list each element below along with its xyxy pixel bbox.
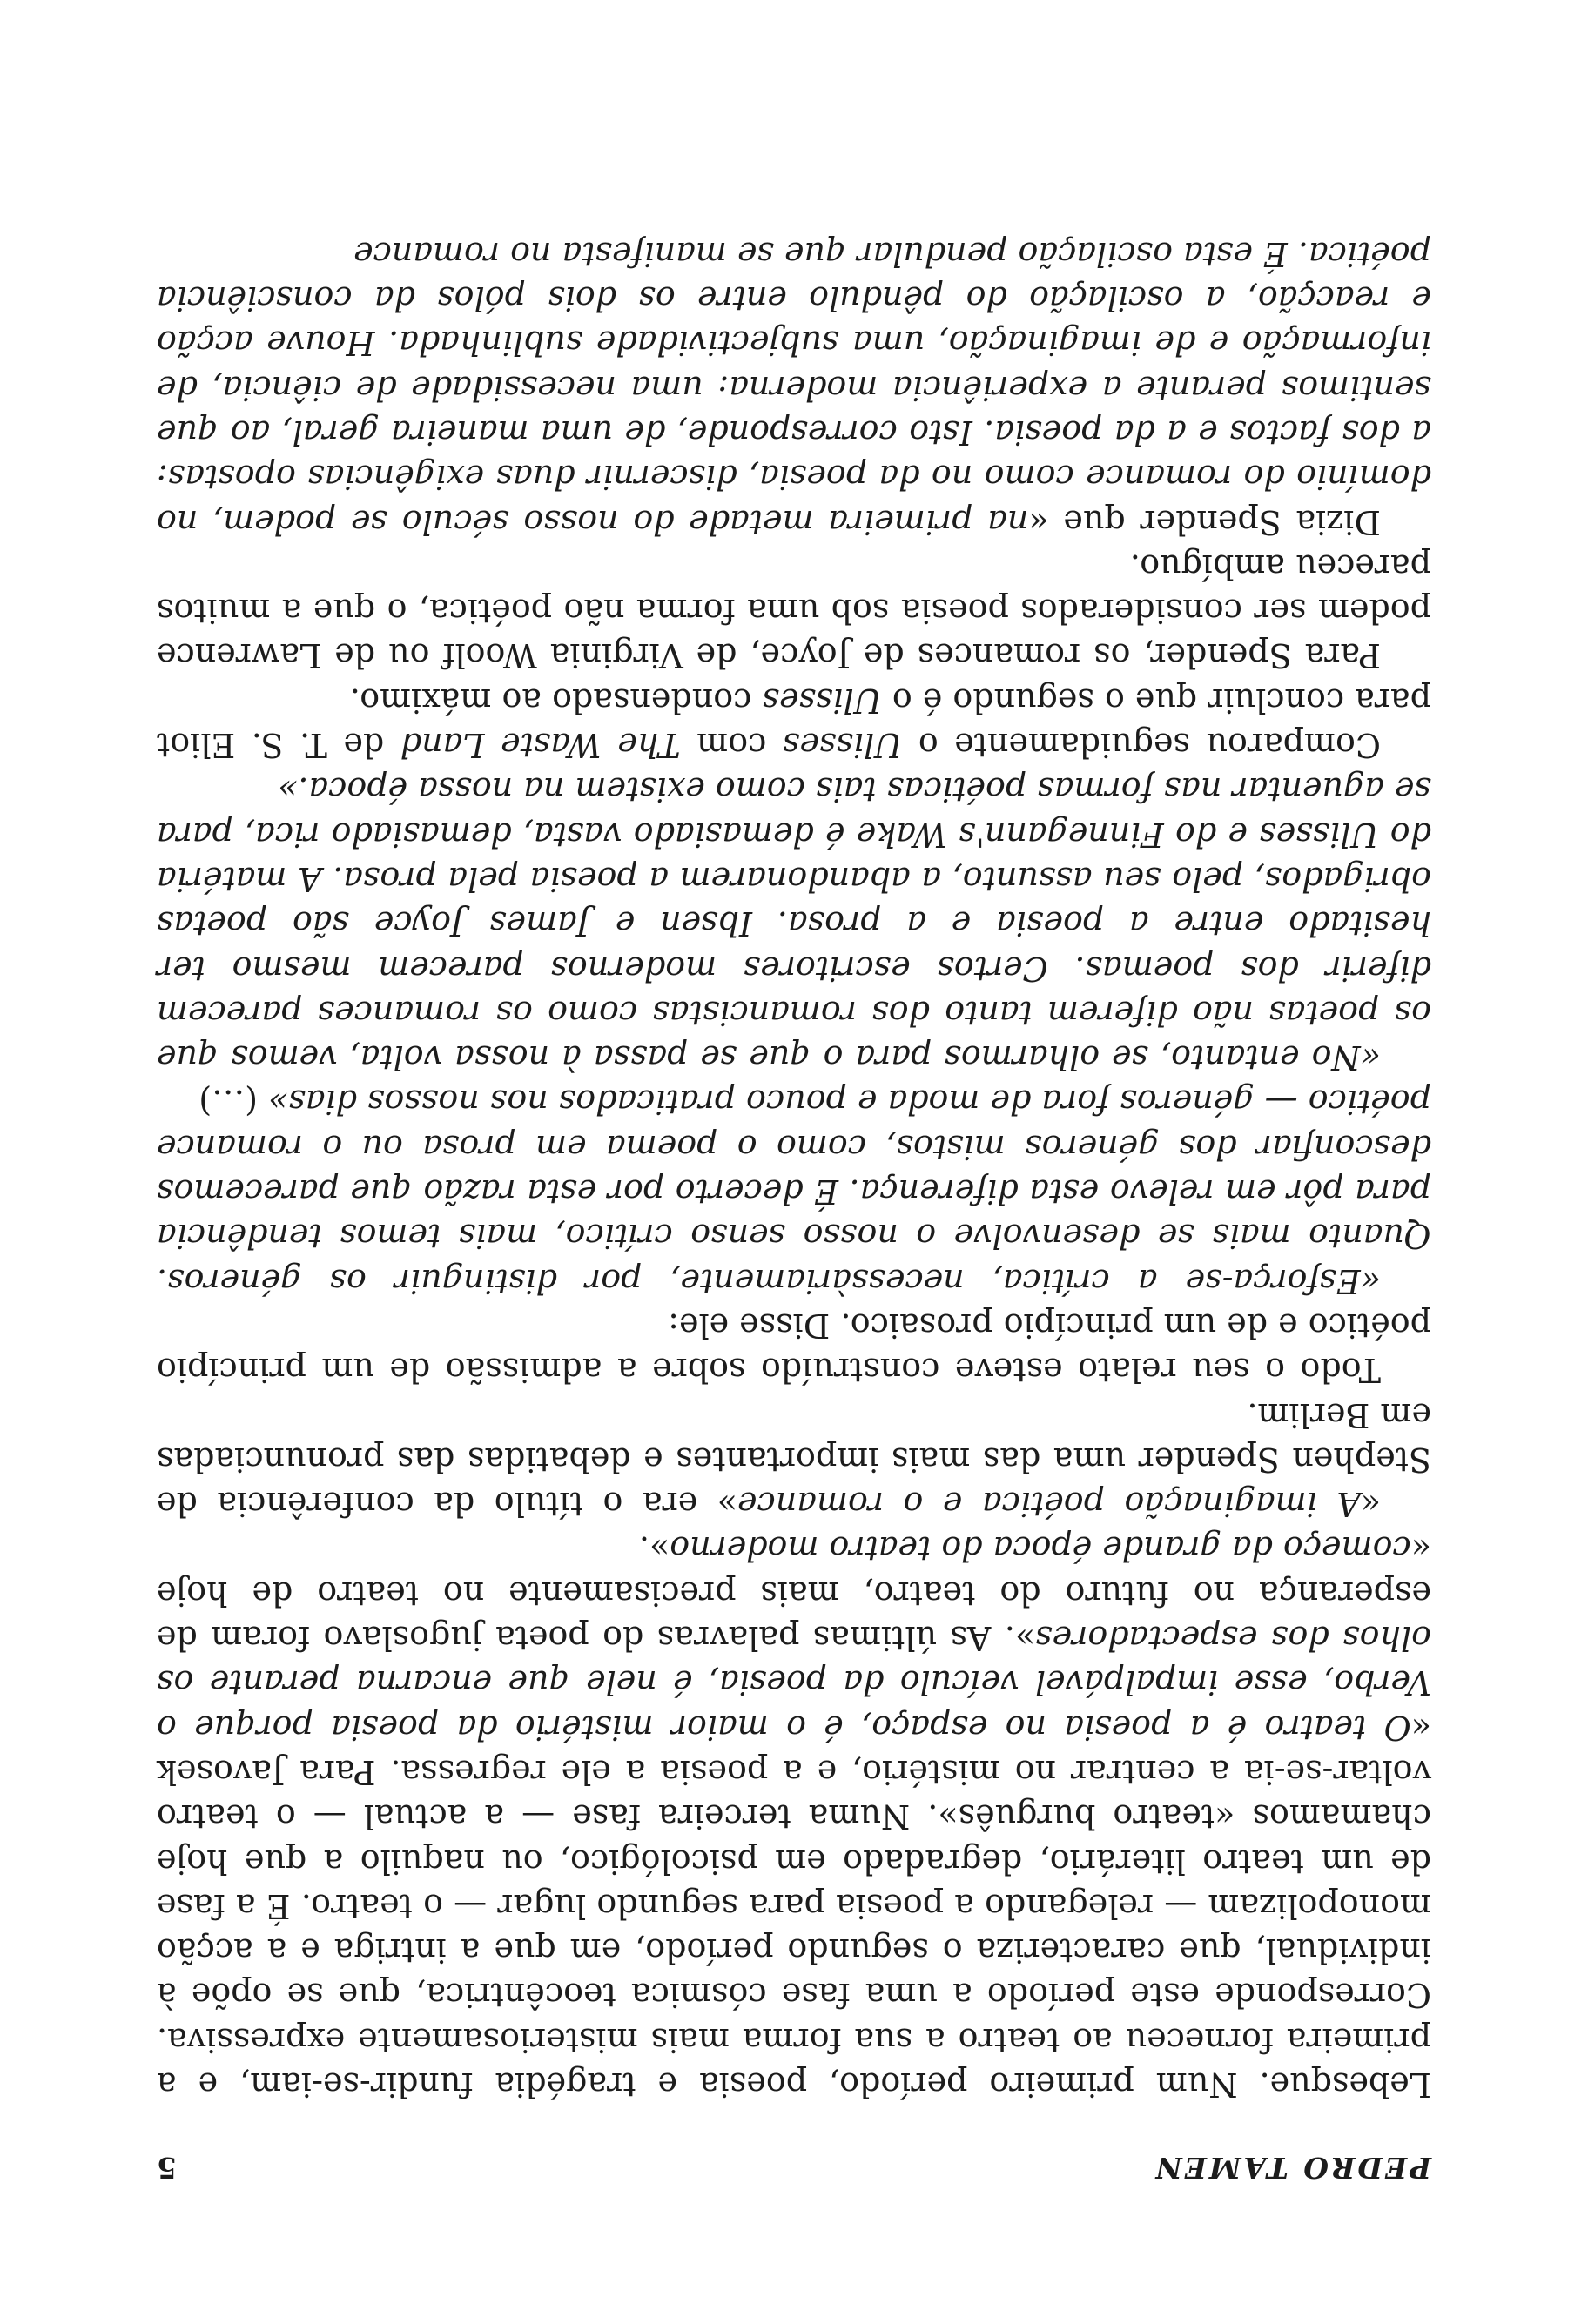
conference-title: A imaginação poética e o romance — [737, 1485, 1361, 1524]
quote-text: «Esforça-se a crítica, necessàriamente, por distinguir os géneros. Quanto mais se desenvolve o nosso senso crítico, mais temos tendência para pôr em relevo esta diferença. É decerto por esta razão que parecemos desconfiar dos géneros mistos, como o poema em prosa ou o romance poético — géneros fora de moda e pouco praticados nos nossos dias» — [157, 1083, 1431, 1300]
title-ulisses: Ulisses — [762, 681, 882, 720]
ellipsis: (…) — [198, 1083, 258, 1122]
paragraph-spender-conference — [157, 1392, 1431, 1526]
running-head-author: PEDRO TAMEN — [1153, 2151, 1431, 2185]
javosek-quote: O teatro é a poesia no espaço, é o maior mistério da poesia porque o Verbo, esse impalpável veículo da poesia, é nele que encarna perante os olhos dos espectadores — [157, 1619, 1431, 1747]
quote-critique-genres — [157, 1079, 1431, 1302]
page-number: 5 — [157, 2151, 177, 2185]
paragraph-text: com — [680, 726, 783, 765]
title-ulisses: Ulisses — [782, 726, 903, 765]
paragraph-text: de T. S. Eliot para concluir que o segundo é o — [157, 681, 1431, 765]
paragraph-principles: Todo o seu relato esteve construído sobre a admissão de um princípio poético e de um princípio prosaico. Disse ele: — [157, 1306, 1431, 1390]
paragraph-lebesque-continued — [157, 1526, 1431, 2106]
paragraph-text: « — [1360, 1485, 1381, 1524]
body-text — [157, 232, 1431, 2106]
paragraph-text: Lebesque. Num primeiro período, poesia e tragédia fundir-se-iam, e a primeira forneceu ao teatro a sua forma mais misteriosamente expressiva. Corresponde este período a uma fase cósmica teocêntrica, que se opõe à individual, que caracteriza o segundo período, em que a intriga e a acção monopolizam — relegando a poesia para segundo lugar — o teatro. É a fase de um teatro literário, degradado em psicológico, ou naquilo a que hoje chamamos «teatro burguês». Numa terceira fase — a actual — o teatro voltar-se-ia a centrar no mistério, e a poesia a ele regressa. Para Javosek « — [157, 1708, 1431, 2104]
paragraph-text: Dizia Spender que « — [1028, 502, 1381, 541]
title-waste-land: The Waste Land — [400, 726, 681, 765]
quote-poets-novelists: «No entanto, se olharmos para o que se passa à nossa volta, vemos que os poetas não diferem tanto dos romancistas como os romances parecem diferir dos poemas. Certos escritores modernos parecem mesmo ter hesitado entre a poesia e a prosa. Ibsen e James Joyce são poetas obrigados, pelo seu assunto, a abandonarem a poesia pela prosa. A matéria do Ulisses e do Finnegann's Wake é demasiado vasta, demasiado rica, para se aguentar nas formas poéticas tais como existem na nossa época.» — [157, 770, 1431, 1078]
paragraph-text: ». — [638, 1529, 670, 1568]
running-header — [157, 2141, 1431, 2185]
paragraph-text: condensado ao máximo. — [349, 681, 763, 720]
javosek-closing-quote: começo da grande época do teatro moderno — [670, 1529, 1411, 1568]
paragraph-text: » era o título da conferência de Stephen Spender uma das mais importantes e debatidas das pronunciadas em Berlim. — [156, 1395, 1431, 1524]
paragraph-ulisses-waste-land — [157, 678, 1431, 768]
paragraph-text: Comparou seguidamente o — [902, 726, 1381, 765]
paragraph-text: ». As últimas palavras do poeta jugoslavo foram de esperança no futuro do teatro, mais precisamente no teatro de hoje « — [157, 1529, 1431, 1658]
paragraph-spender-novels: Para Spender, os romances de Joyce, de Virginia Woolf ou de Lawrence podem ser considerados poesia sob uma forma não poética, o que a muitos pareceu ambíguo. — [157, 547, 1431, 675]
spender-quote: na primeira metade do nosso século se podem, no domínio do romance como no da poesia, discernir duas exigências opostas: a dos factos e a da poesia. Isto corresponde, de uma maneira geral, ao que sentimos perante a experiência moderna: uma necessidade de ciência, de informação e de imaginação, uma subjectividade sublinhada. Houve acção e reacção, a oscilação do pêndulo entre os dois pólos da consciência poética. É esta oscilação pendular que se manifesta no romance — [157, 234, 1431, 541]
paragraph-spender-oscillation — [157, 232, 1431, 544]
